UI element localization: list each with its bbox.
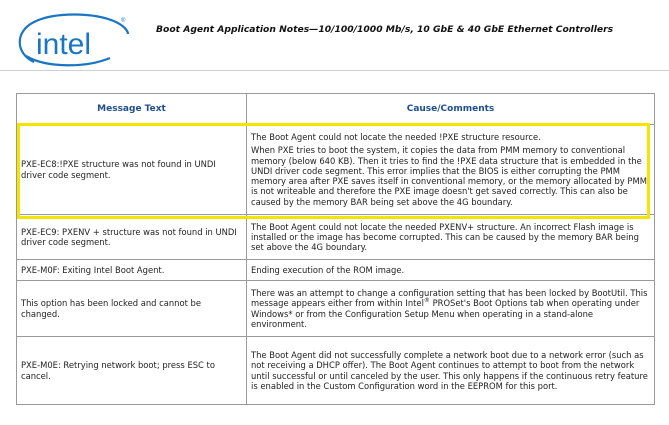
cause-cell: [247, 281, 655, 337]
cause-paragraph: There was an attempt to change a configuration setting that has been locked by BootUtil. This message appears either from within Intel® PROSet's Boot Options tab when operating under Windows* or from the Configuration Setup Menu when operating in a stand-alone environment.: [251, 288, 648, 329]
cause-paragraph: Ending execution of the ROM image.: [251, 264, 405, 275]
table-row: [17, 215, 655, 260]
table-row: [17, 281, 655, 337]
column-header-message-text: Message Text: [17, 94, 247, 125]
message-cell: PXE-M0E: Retrying network boot; press ESC to cancel.: [17, 337, 247, 405]
message-cell: PXE-M0F: Exiting Intel Boot Agent.: [17, 260, 247, 281]
column-header-cause-comments: Cause/Comments: [247, 94, 655, 125]
svg-text:®: ®: [121, 18, 126, 24]
cause-cell: [247, 337, 655, 405]
logo-wordmark: intel: [36, 28, 92, 61]
message-cell: PXE-EC8:!PXE structure was not found in UNDI driver code segment.: [17, 125, 247, 215]
table-row: [17, 125, 655, 215]
cause-paragraph: The Boot Agent did not successfully complete a network boot due to a network error (such as not receiving a DHCP offer). The Boot Agent continues to attempt to boot from the network until successful or until canceled by the user. This only happens if the continuous retry feature is enabled in the Custom Configuration word in the EEPROM for this port.: [251, 350, 648, 391]
intel-logo: [12, 10, 132, 68]
cause-cell: [247, 215, 655, 260]
boot-agent-messages-table: [16, 93, 655, 405]
cause-cell: [247, 125, 655, 215]
cause-paragraph: The Boot Agent could not locate the needed !PXE structure resource.: [251, 132, 541, 143]
page-header-title: Boot Agent Application Notes—10/100/1000 Mb/s, 10 GbE & 40 GbE Ethernet Controllers: [156, 24, 614, 35]
table-row: [17, 260, 655, 281]
message-cell: This option has been locked and cannot be changed.: [17, 281, 247, 337]
cause-paragraph: The Boot Agent could not locate the needed PXENV+ structure. An incorrect Flash image is installed or the image has become corrupted. This can be caused by the memory BAR being set above the 4G boundary.: [251, 221, 639, 253]
cause-cell: [247, 260, 655, 281]
table-header-row: [17, 94, 655, 125]
table-row: [17, 337, 655, 405]
header-divider: [0, 70, 669, 71]
message-cell: PXE-EC9: PXENV + structure was not found in UNDI driver code segment.: [17, 215, 247, 260]
cause-paragraph: When PXE tries to boot the system, it copies the data from PMM memory to conventional memory (below 640 KB). Then it tries to find the !PXE data structure that is embedded in the UNDI driver code segment. This error implies that the BIOS is either corrupting the PMM memory area after PXE saves itself in conventional memory, or the memory allocated by PMM is not writeable and therefore the PXE image doesn't get saved correctly. This can also be caused by the memory BAR being set above the 4G boundary.: [251, 145, 647, 207]
